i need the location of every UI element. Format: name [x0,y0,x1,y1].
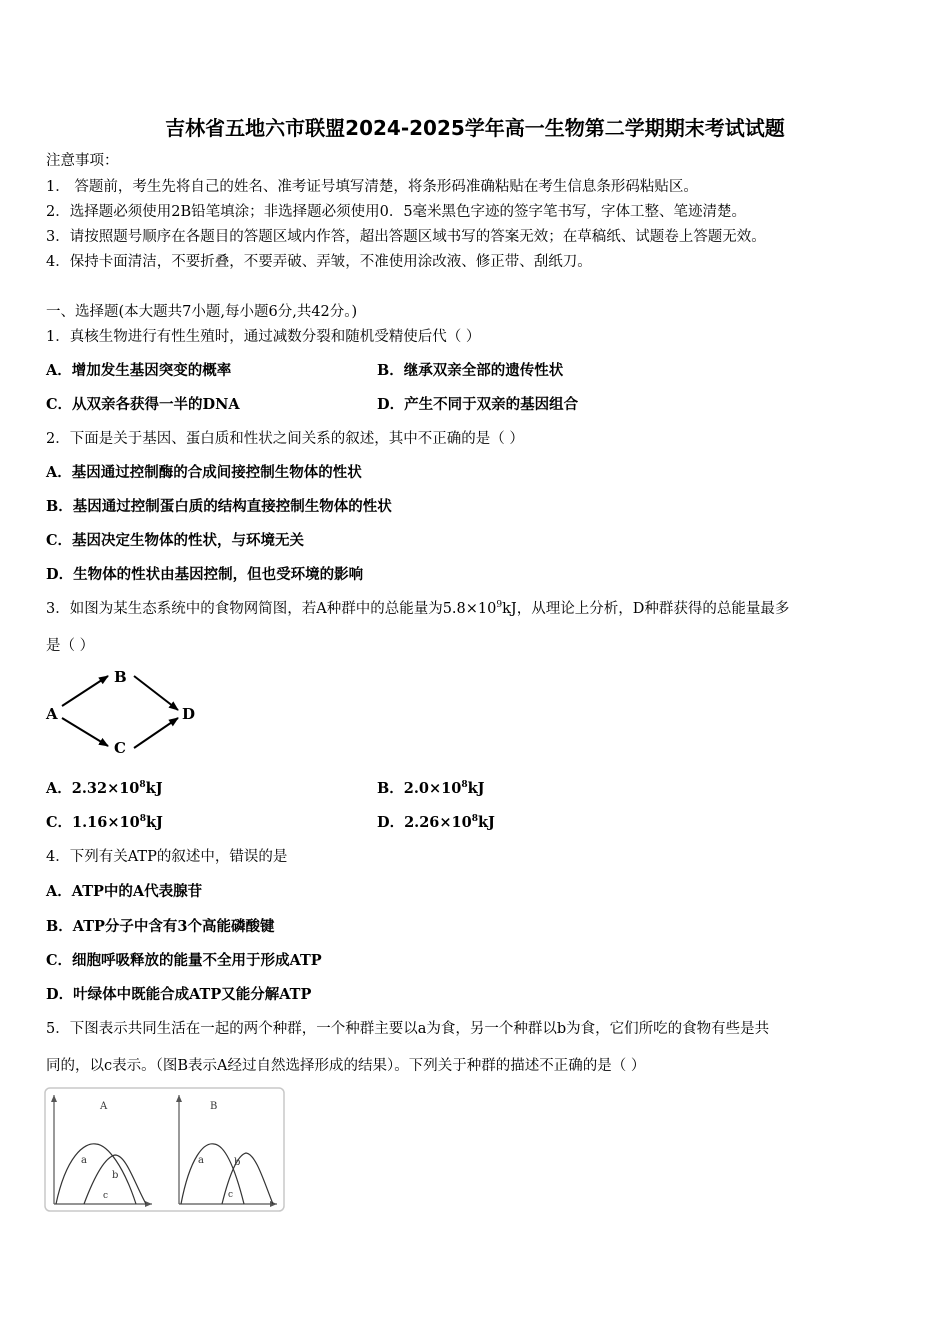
q3-option-c: C．$1.16\times 10^8kJ$ [46,814,163,831]
label-c: c [103,1191,109,1201]
notice-heading: 注意事项： [46,153,119,169]
question-4-stem: 4．下列有关ATP的叙述中，错误的是 [46,849,288,865]
node-a: A [46,705,58,723]
q1-option-b: B．继承双亲全部的遗传性状 [377,362,564,379]
notice-item: 4．保持卡面清洁，不要折叠，不要弄破、弄皱，不准使用涂改液、修正带、刮纸刀。 [46,254,592,270]
q3-option-a: A．$2.32\times 10^8kJ$ [46,780,163,797]
panel-b-title: B [210,1101,218,1112]
q2-option-c: C．基因决定生物体的性状，与环境无关 [46,532,305,549]
label-a: a [81,1155,87,1166]
label-b: b [234,1157,241,1168]
question-3-stem: 3．如图为某生态系统中的食物网简图，若A种群中的总能量为$5.8\times 10^9kJ$，从理论上分析，D种群获得的总能量最多 [46,600,790,617]
q3-option-d: D．$2.26\times 10^8kJ$ [377,814,495,831]
q2-option-a: A．基因通过控制酶的合成间接控制生物体的性状 [46,464,362,481]
question-5-stem-line2: 同的，以c表示。（图B表示A经过自然选择形成的结果）。下列关于种群的描述不正确的是（ ） [46,1058,646,1074]
label-a: a [198,1155,204,1166]
q4-option-c: C．细胞呼吸释放的能量不全用于形成ATP [46,952,322,969]
q2-option-d: D．生物体的性状由基因控制，但也受环境的影响 [46,566,364,583]
q1-option-a: A．增加发生基因突变的概率 [46,362,232,379]
question-5-stem: 5．下图表示共同生活在一起的两个种群，一个种群主要以a为食，另一个种群以b为食，它们所吃的食物有些是共 [46,1021,770,1037]
arrow-a-c [62,718,108,746]
q4-option-d: D．叶绿体中既能合成ATP又能分解ATP [46,986,312,1003]
notice-item: 3．请按照题号顺序在各题目的答题区域内作答，超出答题区域书写的答案无效；在草稿纸、试题卷上答题无效。 [46,229,766,245]
notice-item: 2．选择题必须使用2B铅笔填涂；非选择题必须使用0．5毫米黑色字迹的签字笔书写，字体工整、笔迹清楚。 [46,204,747,220]
arrow-b-d [134,676,178,710]
q3-option-b: B．$2.0\times 10^8kJ$ [377,780,485,797]
page-title: 吉林省五地六市联盟2024-2025学年高一生物第二学期期末考试试题 [165,116,785,140]
panel-a-title: A [100,1101,108,1112]
q2-option-b: B．基因通过控制蛋白质的结构直接控制生物体的性状 [46,498,392,515]
arrow-a-b [62,676,108,706]
section-heading: 一、选择题(本大题共7小题,每小题6分,共42分。) [46,304,358,320]
q4-option-a: A．ATP中的A代表腺苷 [46,883,203,900]
q1-option-d: D．产生不同于双亲的基因组合 [377,396,579,413]
question-2-stem: 2．下面是关于基因、蛋白质和性状之间关系的叙述，其中不正确的是（ ） [46,431,524,447]
q1-option-c: C．从双亲各获得一半的DNA [46,396,240,413]
niche-figure [44,1087,286,1213]
node-d: D [182,705,196,723]
food-web-diagram [40,664,210,760]
node-b: B [114,668,127,686]
node-c: C [114,739,126,757]
arrow-c-d [134,718,178,748]
notice-item: 1． 答题前，考生先将自己的姓名、准考证号填写清楚，将条形码准确粘贴在考生信息条形码粘贴区。 [46,179,698,195]
label-b: b [112,1170,119,1181]
question-1-stem: 1．真核生物进行有性生殖时，通过减数分裂和随机受精使后代（ ） [46,329,481,345]
label-c: c [228,1190,234,1200]
q4-option-b: B．ATP分子中含有3个高能磷酸键 [46,918,275,935]
question-3-stem-line2: 是（ ） [46,638,95,654]
